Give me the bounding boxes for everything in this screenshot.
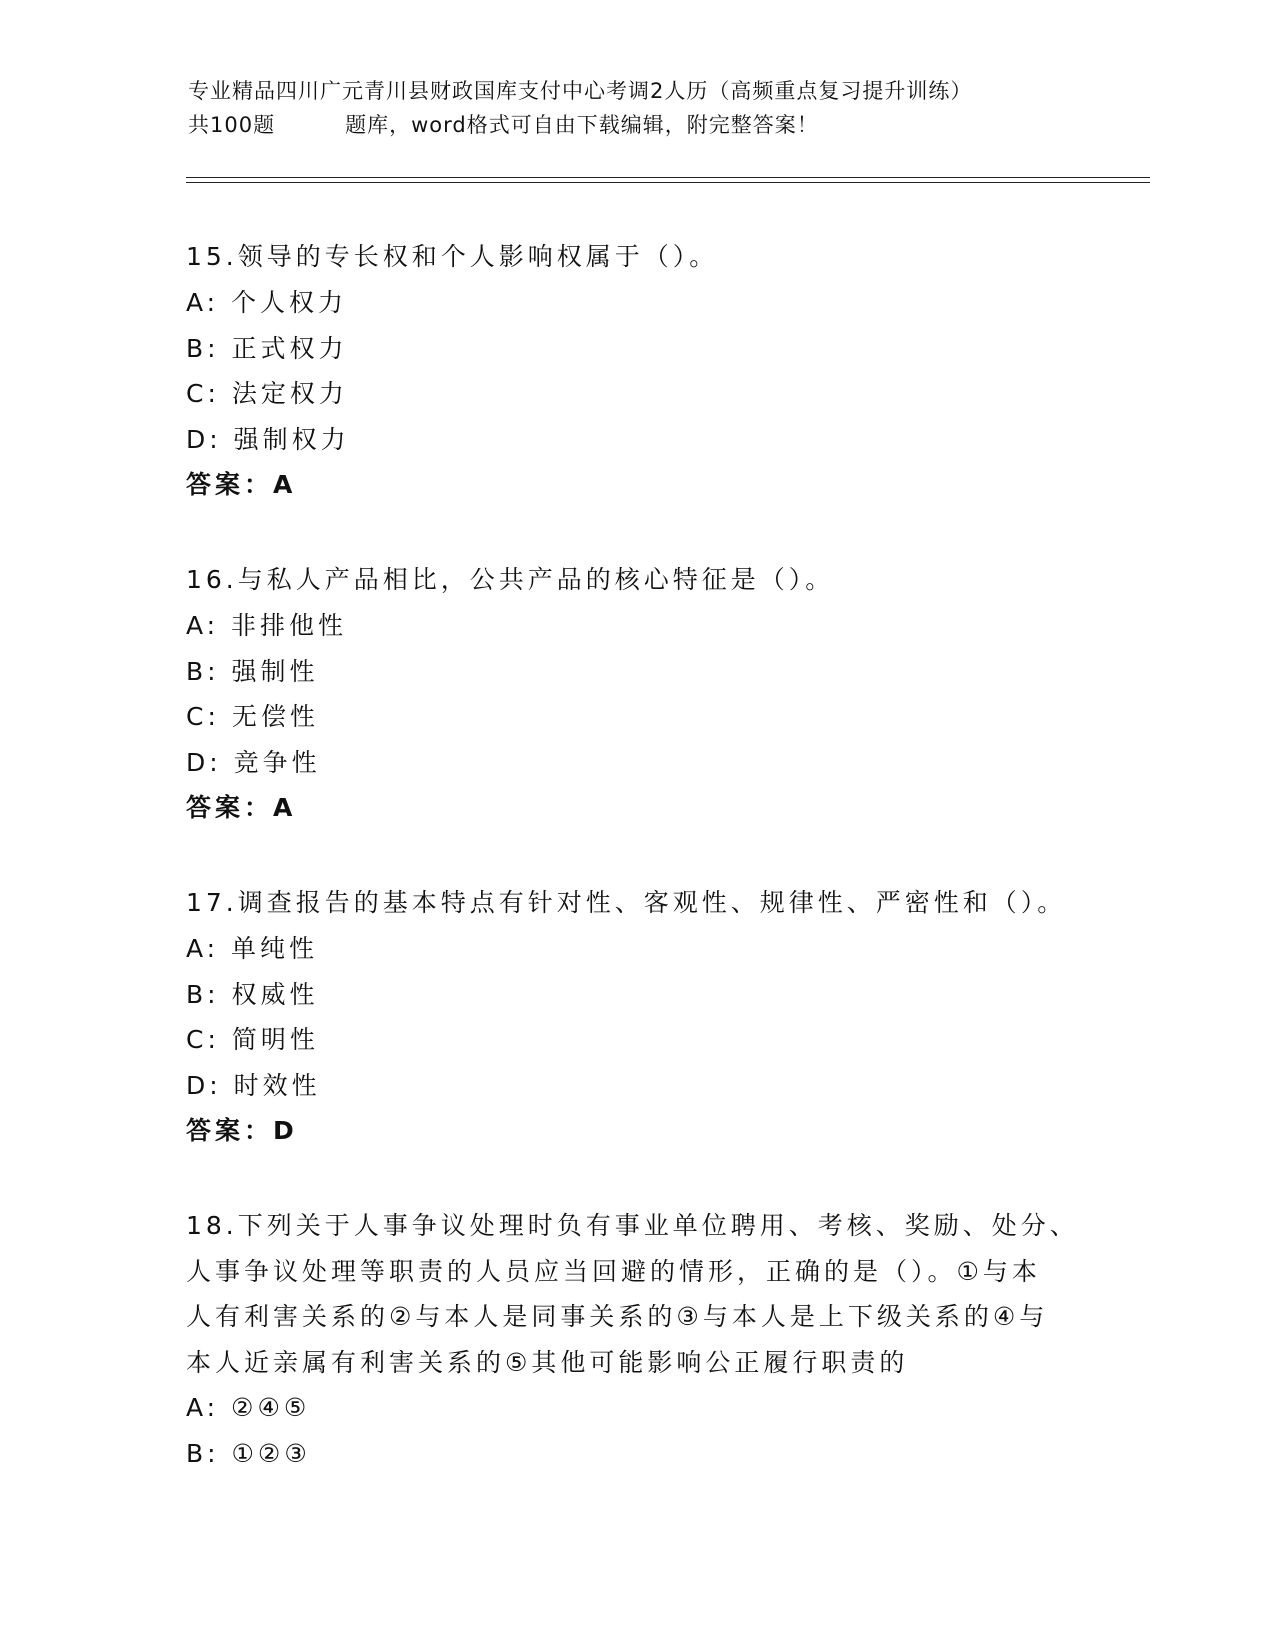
question-stem: 16.与私人产品相比，公共产品的核心特征是（）。 [186,565,835,594]
question-18 [186,1203,1086,1476]
document-header [188,74,1088,142]
question-stem-line: 18.下列关于人事争议处理时负有事业单位聘用、考核、奖励、处分、 [186,1211,1079,1240]
option-d: D: 竞争性 [186,747,321,777]
option-d: D: 时效性 [186,1070,321,1100]
option-c: C: 法定权力 [186,379,348,408]
answer: 答案：D [186,1116,298,1145]
option-c: C: 简明性 [186,1025,319,1054]
option-b: B: 权威性 [186,979,319,1009]
question-16 [186,557,1086,831]
question-stem-line: 人有利害关系的②与本人是同事关系的③与本人是上下级关系的④与 [186,1302,1049,1331]
option-a: A: 个人权力 [186,288,348,317]
header-count: 共100题 [188,113,276,137]
option-a: A: 非排他性 [186,611,348,640]
question-stem-line: 本人近亲属有利害关系的⑤其他可能影响公正履行职责的 [186,1347,909,1377]
question-stem-line: 人事争议处理等职责的人员应当回避的情形，正确的是（）。①与本 [186,1256,1041,1286]
option-b: B: ①②③ [186,1438,311,1468]
option-a: A: ②④⑤ [186,1393,311,1422]
question-list [186,234,1086,1525]
header-note: 题库，word格式可自由下载编辑，附完整答案！ [345,113,819,137]
option-c: C: 无偿性 [186,702,319,731]
header-title: 专业精品四川广元青川县财政国库支付中心考调2人历（高频重点复习提升训练） [188,79,973,103]
answer: 答案：A [186,793,297,822]
option-b: B: 强制性 [186,656,319,686]
question-15 [186,234,1086,508]
header-subtitle [188,108,1088,142]
header-rule-bottom [186,182,1150,183]
question-stem: 15.领导的专长权和个人影响权属于（）。 [186,242,719,271]
answer: 答案：A [186,470,297,499]
option-d: D: 强制权力 [186,424,350,454]
question-stem: 17.调查报告的基本特点有针对性、客观性、规律性、严密性和（）。 [186,888,1067,917]
option-b: B: 正式权力 [186,333,348,363]
option-a: A: 单纯性 [186,934,319,963]
question-17 [186,880,1086,1154]
header-rule-top [186,177,1150,178]
